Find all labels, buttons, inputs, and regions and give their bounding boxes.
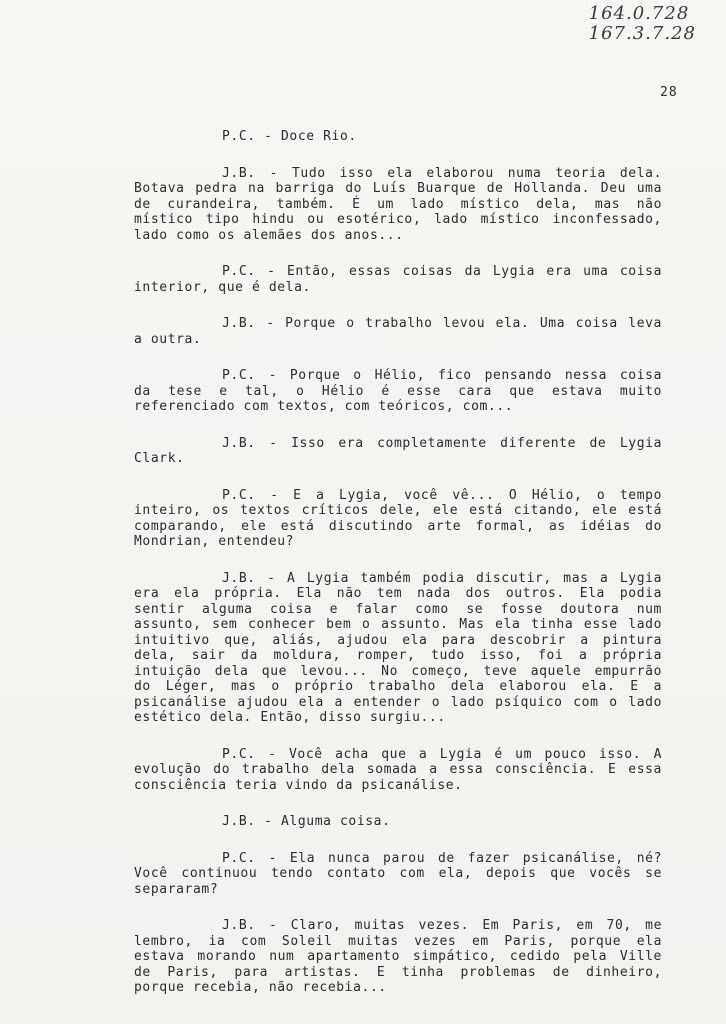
transcript-line: Botava pedra na barriga do Luís Buarque de Hollanda. Deu uma — [134, 181, 662, 196]
transcript-paragraph — [134, 851, 662, 898]
transcript-paragraph — [134, 166, 662, 244]
transcript-line: lado como os alemães dos anos... — [134, 227, 404, 243]
handwritten-annotation — [589, 4, 696, 44]
transcript-paragraph — [134, 368, 662, 415]
transcript-line: P.C. - Porque o Hélio, fico pensando nessa coisa — [222, 368, 662, 383]
transcript-line: dela, sair da moldura, romper, tudo isso, foi a própria — [134, 648, 662, 663]
transcript-line: assunto, sem conhecer bem o assunto. Mas ela tinha esse lado — [134, 617, 662, 632]
transcript-line: P.C. - Então, essas coisas da Lygia era uma coisa — [222, 264, 662, 279]
annotation-line-2: 167.3.7.28 — [588, 23, 696, 44]
transcript-line: J.B. - Alguma coisa. — [222, 814, 391, 829]
transcript-line: P.C. - Doce Rio. — [222, 129, 357, 144]
transcript-line: Clark. — [134, 451, 185, 466]
transcript-line: interior, que é dela. — [134, 279, 311, 295]
transcript-line: J.B. - Isso era completamente diferente de Lygia — [222, 435, 662, 451]
transcript-paragraph — [134, 488, 662, 550]
transcript-line: da tese e tal, o Hélio é esse cara que estava muito — [134, 383, 662, 399]
transcript-line: separaram? — [134, 881, 219, 897]
transcript-line: Mondrian, entendeu? — [134, 534, 295, 549]
transcript-line: J.B. - Claro, muitas vezes. Em Paris, em 70, me — [222, 918, 662, 933]
transcript-line: comparando, ele está discutindo arte formal, as idéias do — [134, 518, 662, 534]
transcript-line: a outra. — [134, 331, 202, 347]
transcript-line: P.C. - Ela nunca parou de fazer psicanálise, né? — [222, 850, 662, 866]
transcript-paragraph — [134, 129, 662, 145]
transcript-paragraph — [134, 571, 662, 726]
transcript-line: lembro, ia com Soleil muitas vezes em Paris, porque ela — [134, 933, 662, 949]
transcript-line: P.C. - Você acha que a Lygia é um pouco isso. A — [222, 746, 662, 762]
transcript-line: de curandeira, também. É um lado místico dela, mas não — [134, 196, 662, 212]
transcript-line: porque recebia, não recebia... — [134, 980, 387, 995]
transcript-line: sentir alguma coisa e falar como se fosse doutora num — [134, 601, 662, 617]
transcript-line: místico tipo hindu ou esotérico, lado místico inconfessado, — [134, 212, 662, 227]
transcript-line: J.B. - A Lygia também podia discutir, mas a Lygia — [222, 570, 662, 586]
transcript-line: P.C. - E a Lygia, você vê... O Hélio, o tempo — [222, 487, 662, 503]
transcript-line: estético dela. Então, disso surgiu... — [134, 710, 446, 725]
transcript-line: referenciado com textos, com teóricos, com... — [134, 399, 514, 414]
transcript-line: estava morando num apartamento simpático, cedido pela Ville — [134, 949, 662, 964]
transcript-line: J.B. - Tudo isso ela elaborou numa teoria dela. — [222, 165, 662, 181]
transcript-line: evolução do trabalho dela somada a essa consciência. E essa — [134, 762, 662, 777]
transcript-line: Você continuou tendo contato com ela, depois que vocês se — [134, 866, 662, 881]
transcript-paragraph — [134, 316, 662, 347]
transcript-line: psicanálise ajudou ela a entender o lado psíquico com o lado — [134, 694, 662, 710]
transcript-paragraph — [134, 747, 662, 794]
transcript-paragraph — [134, 436, 662, 467]
transcript-line: intuição dela que levou... No começo, teve aquele empurrão — [134, 663, 662, 679]
transcript-line: J.B. - Porque o trabalho levou ela. Uma coisa leva — [222, 316, 662, 331]
transcript-line: de Paris, para artistas. E tinha problemas de dinheiro, — [134, 964, 662, 980]
transcript-line: consciência teria vindo da psicanálise. — [134, 777, 463, 793]
transcript-line: intuitivo que, aliás, ajudou ela para descobrir a pintura — [134, 632, 662, 648]
page-number: 28 — [660, 85, 678, 100]
transcript-paragraph — [134, 918, 662, 996]
transcript-body — [134, 129, 662, 1017]
transcript-line: inteiro, os textos críticos dele, ele está citando, ele está — [134, 503, 662, 518]
annotation-line-1: 164.0.728 — [588, 3, 690, 24]
transcript-line: era ela própria. Ela não tem nada dos outros. Ela podia — [134, 586, 662, 601]
transcript-paragraph — [134, 264, 662, 295]
transcript-paragraph — [134, 814, 662, 830]
transcript-line: do Léger, mas o próprio trabalho dela elaborou ela. E a — [134, 679, 662, 694]
